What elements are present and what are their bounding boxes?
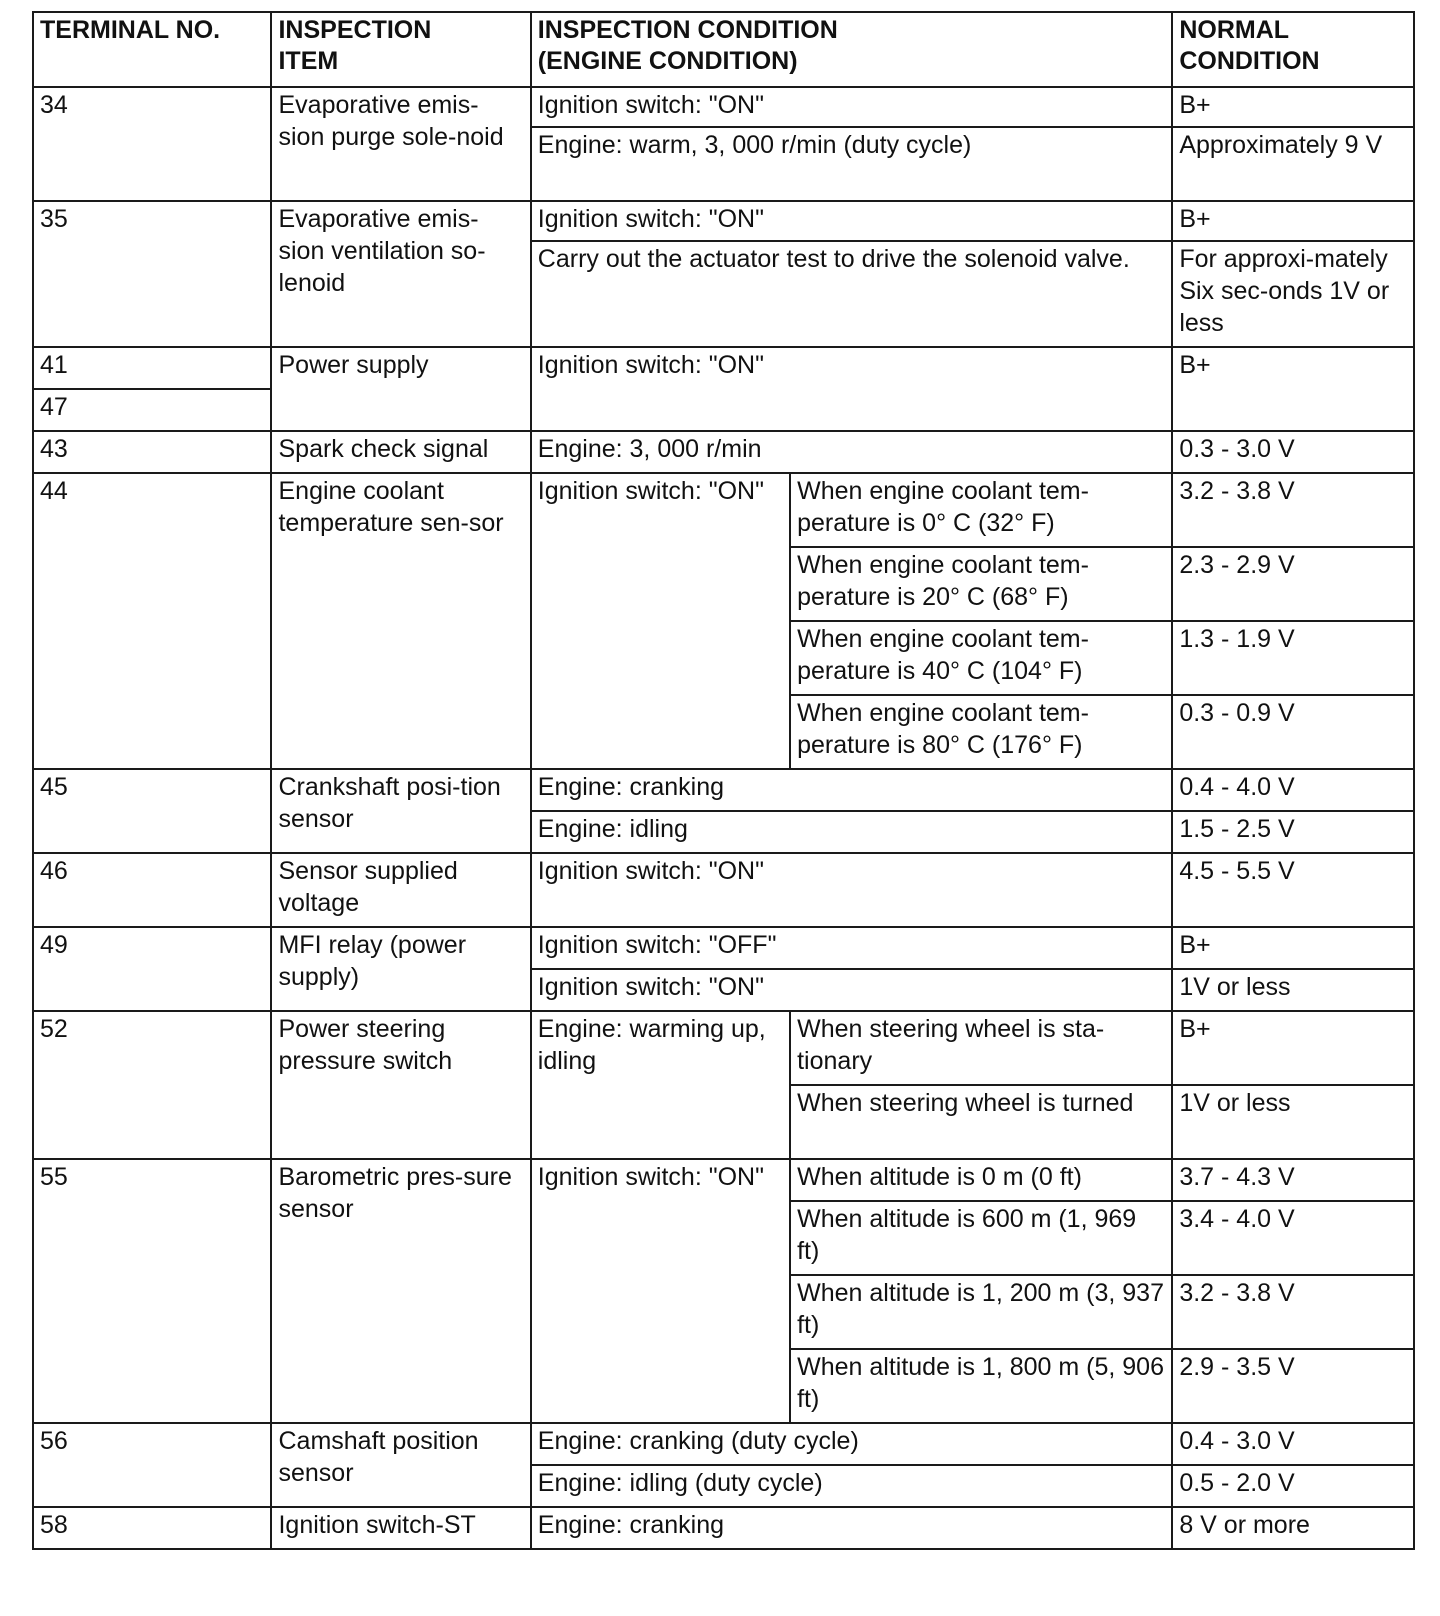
sub-condition-cell: When altitude is 1, 800 m (5, 906 ft) (790, 1349, 1172, 1423)
inspection-item-cell: Crankshaft posi-tion sensor (271, 769, 530, 853)
header-item-line1: INSPECTION (278, 16, 432, 44)
terminal-cell: 52 (33, 1011, 271, 1159)
normal-condition-cell: 2.3 - 2.9 V (1172, 547, 1414, 621)
normal-condition-cell: B+ (1172, 347, 1414, 431)
inspection-item-cell: Evaporative emis-sion ventilation so-lenoid (271, 201, 530, 347)
condition-cell: Engine: idling (duty cycle) (531, 1465, 1173, 1507)
inspection-item-cell: Ignition switch-ST (271, 1507, 530, 1549)
condition-cell: Ignition switch: "ON" (531, 969, 1173, 1011)
header-inspection-item (271, 12, 530, 87)
normal-condition-cell: 3.4 - 4.0 V (1172, 1201, 1414, 1275)
sub-condition-cell: When engine coolant tem-perature is 80° C (176° F) (790, 695, 1172, 769)
terminal-cell: 58 (33, 1507, 271, 1549)
header-normal-line2: CONDITION (1179, 47, 1320, 75)
terminal-cell: 44 (33, 473, 271, 769)
sub-condition-cell: When engine coolant tem-perature is 20° C (68° F) (790, 547, 1172, 621)
sub-condition-cell: When engine coolant tem-perature is 40° C (104° F) (790, 621, 1172, 695)
terminal-cell: 41 (33, 347, 271, 389)
inspection-item-cell: Barometric pres-sure sensor (271, 1159, 530, 1423)
normal-condition-cell: For approxi-mately Six sec-onds 1V or less (1172, 241, 1414, 347)
table-row (33, 1159, 1414, 1201)
condition-cell: Ignition switch: "ON" (531, 473, 790, 769)
condition-cell: Engine: 3, 000 r/min (531, 431, 1173, 473)
condition-cell: Carry out the actuator test to drive the solenoid valve. (531, 241, 1173, 347)
normal-condition-cell: 3.7 - 4.3 V (1172, 1159, 1414, 1201)
condition-cell: Engine: warm, 3, 000 r/min (duty cycle) (531, 127, 1173, 201)
table-row (33, 87, 1414, 127)
inspection-item-cell: Evaporative emis-sion purge sole-noid (271, 87, 530, 201)
normal-condition-cell: 1.5 - 2.5 V (1172, 811, 1414, 853)
normal-condition-cell: 1V or less (1172, 1085, 1414, 1159)
normal-condition-cell: 3.2 - 3.8 V (1172, 1275, 1414, 1349)
table-row (33, 473, 1414, 547)
inspection-item-cell: Spark check signal (271, 431, 530, 473)
table-row (33, 927, 1414, 969)
normal-condition-cell: 1V or less (1172, 969, 1414, 1011)
header-condition-line2: (ENGINE CONDITION) (537, 47, 798, 75)
sub-condition-cell: When steering wheel is sta-tionary (790, 1011, 1172, 1085)
terminal-inspection-table (32, 11, 1415, 1550)
terminal-cell: 49 (33, 927, 271, 1011)
condition-cell: Ignition switch: "ON" (531, 201, 1173, 241)
condition-cell: Engine: idling (531, 811, 1173, 853)
inspection-item-cell: Camshaft position sensor (271, 1423, 530, 1507)
table-row (33, 431, 1414, 473)
condition-cell: Engine: cranking (531, 769, 1173, 811)
normal-condition-cell: 0.5 - 2.0 V (1172, 1465, 1414, 1507)
header-normal-line1: NORMAL (1179, 16, 1290, 44)
inspection-item-cell: Sensor supplied voltage (271, 853, 530, 927)
normal-condition-cell: 1.3 - 1.9 V (1172, 621, 1414, 695)
table-row (33, 1011, 1414, 1085)
table-row (33, 1507, 1414, 1549)
condition-cell: Engine: cranking (531, 1507, 1173, 1549)
table-row (33, 853, 1414, 927)
condition-cell: Ignition switch: "ON" (531, 347, 1173, 431)
inspection-item-cell: MFI relay (power supply) (271, 927, 530, 1011)
header-terminal (33, 12, 271, 87)
normal-condition-cell: 2.9 - 3.5 V (1172, 1349, 1414, 1423)
header-normal-condition (1172, 12, 1414, 87)
inspection-item-cell: Engine coolant temperature sen-sor (271, 473, 530, 769)
table-header-row (33, 12, 1414, 87)
condition-cell: Engine: warming up, idling (531, 1011, 790, 1159)
terminal-cell: 34 (33, 87, 271, 201)
terminal-cell: 35 (33, 201, 271, 347)
inspection-item-cell: Power steering pressure switch (271, 1011, 530, 1159)
sub-condition-cell: When steering wheel is turned (790, 1085, 1172, 1159)
condition-cell: Engine: cranking (duty cycle) (531, 1423, 1173, 1465)
condition-cell: Ignition switch: "OFF" (531, 927, 1173, 969)
header-condition-line1: INSPECTION CONDITION (537, 16, 838, 44)
terminal-cell: 56 (33, 1423, 271, 1507)
header-inspection-condition (531, 12, 1173, 87)
normal-condition-cell: 0.3 - 0.9 V (1172, 695, 1414, 769)
normal-condition-cell: 0.4 - 3.0 V (1172, 1423, 1414, 1465)
normal-condition-cell: B+ (1172, 201, 1414, 241)
condition-cell: Ignition switch: "ON" (531, 1159, 790, 1423)
terminal-cell: 55 (33, 1159, 271, 1423)
sub-condition-cell: When altitude is 0 m (0 ft) (790, 1159, 1172, 1201)
normal-condition-cell: Approximately 9 V (1172, 127, 1414, 201)
sub-condition-cell: When altitude is 1, 200 m (3, 937 ft) (790, 1275, 1172, 1349)
table-row (33, 769, 1414, 811)
terminal-cell: 46 (33, 853, 271, 927)
condition-cell: Ignition switch: "ON" (531, 87, 1173, 127)
sub-condition-cell: When altitude is 600 m (1, 969 ft) (790, 1201, 1172, 1275)
inspection-table-container (32, 11, 1415, 1550)
terminal-cell: 45 (33, 769, 271, 853)
inspection-item-cell: Power supply (271, 347, 530, 431)
terminal-cell: 47 (33, 389, 271, 431)
condition-cell: Ignition switch: "ON" (531, 853, 1173, 927)
normal-condition-cell: 4.5 - 5.5 V (1172, 853, 1414, 927)
normal-condition-cell: B+ (1172, 927, 1414, 969)
normal-condition-cell: B+ (1172, 1011, 1414, 1085)
normal-condition-cell: B+ (1172, 87, 1414, 127)
table-row (33, 1423, 1414, 1465)
terminal-cell: 43 (33, 431, 271, 473)
header-item-line2: ITEM (278, 47, 339, 75)
normal-condition-cell: 0.3 - 3.0 V (1172, 431, 1414, 473)
normal-condition-cell: 3.2 - 3.8 V (1172, 473, 1414, 547)
table-row (33, 347, 1414, 389)
table-row (33, 201, 1414, 241)
normal-condition-cell: 0.4 - 4.0 V (1172, 769, 1414, 811)
sub-condition-cell: When engine coolant tem-perature is 0° C (32° F) (790, 473, 1172, 547)
normal-condition-cell: 8 V or more (1172, 1507, 1414, 1549)
header-terminal-label: TERMINAL NO. (40, 16, 221, 44)
